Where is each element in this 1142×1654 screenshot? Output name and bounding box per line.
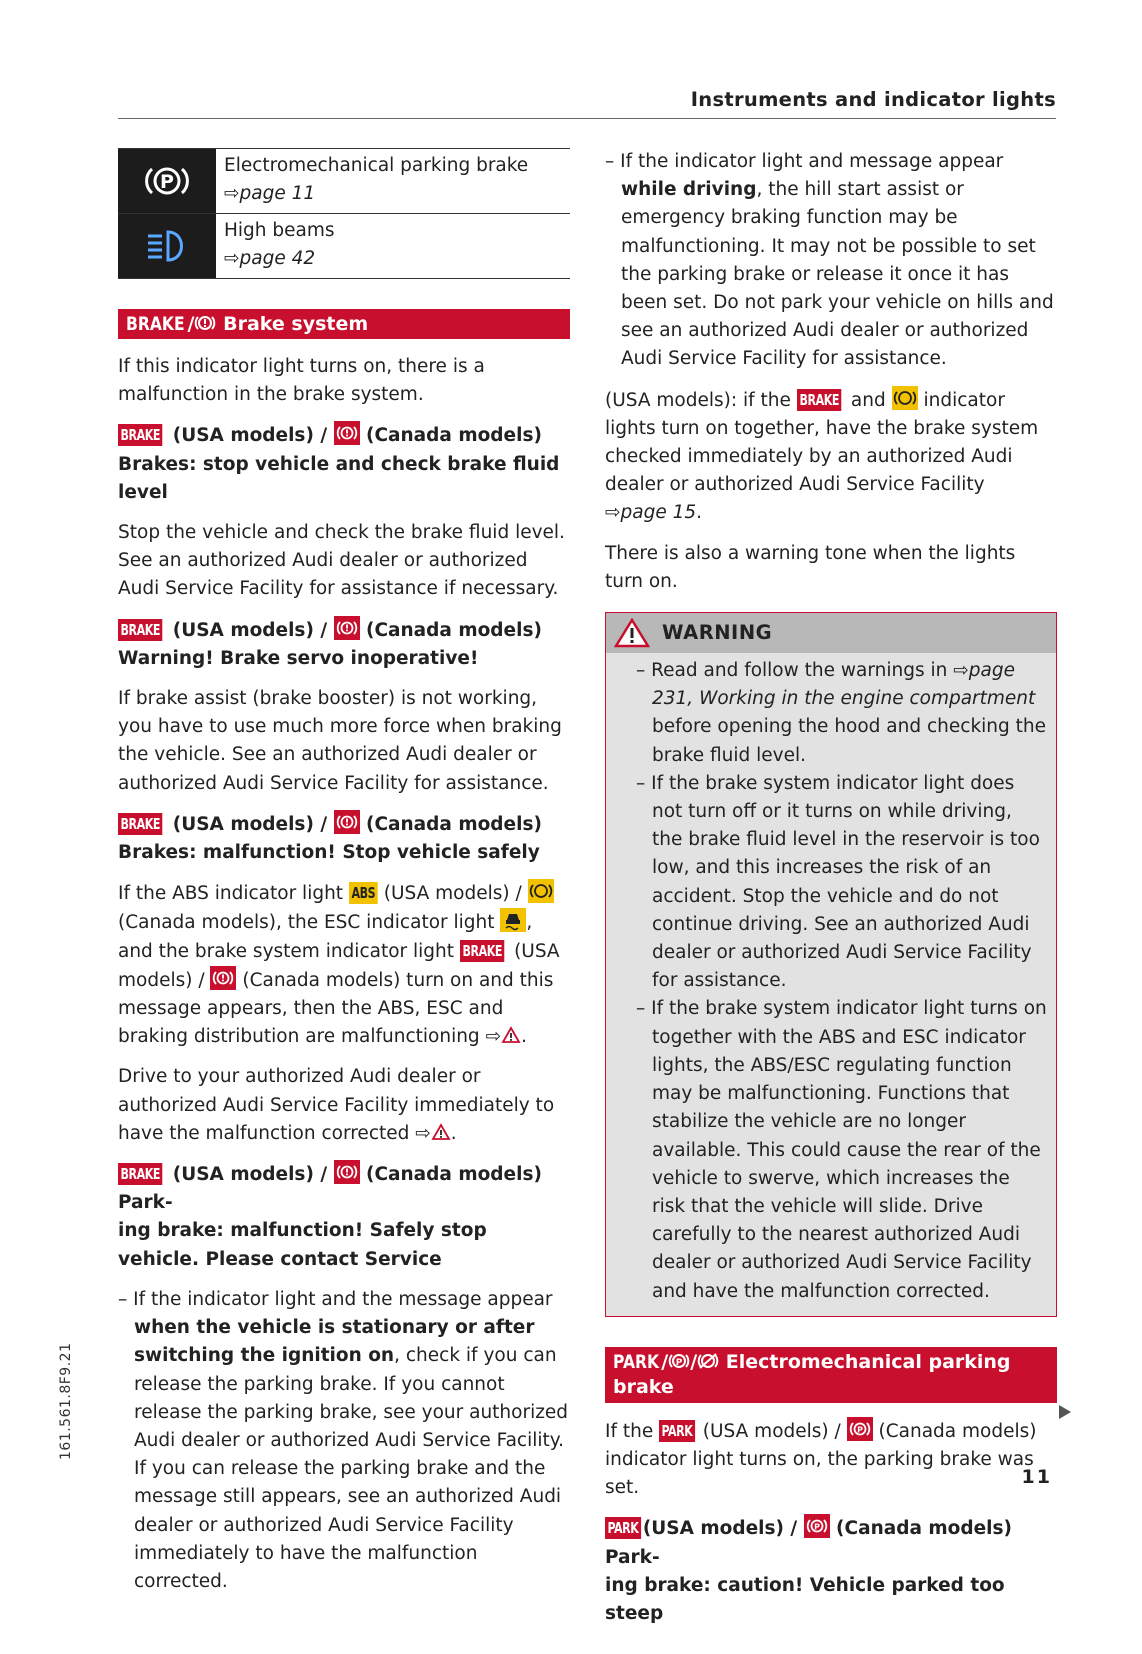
abs-canada-indicator-icon [528, 879, 554, 903]
parking-brake-icon [118, 149, 216, 213]
brake-warning-icon [210, 966, 236, 990]
park-indicator-icon: PARK [659, 1420, 695, 1442]
warning-triangle-icon[interactable] [501, 1026, 521, 1044]
parking-brake-icon [668, 1351, 690, 1373]
park-intro: If the PARK (USA models) / P (Canada models) indicator light turns on, the parking brake was set. [605, 1417, 1057, 1503]
list-item: – If the indicator light and the message appear when the vehicle is stationary or after switching the ignition on, check if you can release the parking brake. If you cannot release the parking brake, see your authorized Audi dealer or authorized Audi Service Facility. If you can release the parking brake and the message still appears, see an authorized Audi dealer or authorized Audi Service Facility immediately to have the malfunction corrected. [118, 1288, 569, 1592]
header-rule [118, 118, 1056, 119]
message-body: If brake assist (brake booster) is not working, you have to use much more force when braking the vehicle. See an authorized Audi dealer or authorized Audi Service Facility for assistance. [118, 688, 562, 794]
svg-text:P: P [813, 1522, 820, 1532]
brake-indicator-icon: BRAKE [118, 1163, 163, 1185]
message-body: If the ABS indicator light ABS (USA models) / (Canada models), the ESC indicator light , and the brake system indicator light BRAKE (USA models) / (Canada models) turn on and this message appears, then the ABS, ESC and braking distribution are malfunctioning ⇨ . [118, 879, 570, 1051]
park-indicator-icon: PARK [605, 1517, 641, 1539]
table-row-label: High beams [224, 220, 335, 241]
list-item: – If the brake system indicator light turns on together with the ABS and ESC indicator lights, the ABS/ESC regulating function may be malfunctioning. Functions that stabilize the vehicle are no longer available. This could cause the rear of the vehicle to swerve, which increases the risk that the vehicle will slide. Drive carefully to the nearest authorized Audi dealer or authorized Audi Service Facility and have the malfunction corrected. [636, 998, 1047, 1302]
left-column [118, 148, 570, 1608]
table-row [118, 149, 570, 213]
warning-header [606, 613, 1056, 653]
warning-tone-note: There is also a warning tone when the lights turn on. [605, 542, 1016, 592]
abs-canada-indicator-icon [892, 386, 918, 410]
list-item: – If the indicator light and message appear while driving, the hill start assist or emergency braking function may be malfunctioning. It may not be possible to set the parking brake or release it once it has been set. Do not park your vehicle on hills and see an authorized Audi dealer or authorized Audi Service Facility for assistance. [605, 151, 1054, 370]
brake-system-heading: BRAKE / Brake system [118, 309, 570, 339]
brake-warning-icon [334, 616, 360, 640]
brake-indicator-icon: BRAKE [118, 813, 163, 835]
document-code: 161.561.8F9.21 [58, 1342, 74, 1460]
abs-indicator-icon: ABS [349, 882, 378, 904]
message-heading: BRAKE (USA models) / (Canada models) Brakes: stop vehicle and check brake fluid level [118, 421, 570, 507]
warning-triangle-icon [614, 618, 650, 648]
usa-note: (USA models): if the BRAKE and indicator lights turn on together, have the brake system checked immediately by an authorized Audi dealer or authorized Audi Service Facility ⇨page 15. [605, 386, 1057, 528]
table-row [118, 213, 570, 278]
park-indicator-text: PARK [613, 1350, 660, 1373]
message-heading: BRAKE (USA models) / (Canada models) Warning! Brake servo inoperative! [118, 616, 570, 673]
brake-indicator-icon: BRAKE [460, 940, 505, 962]
parking-brake-canada-icon [804, 1514, 830, 1538]
svg-text:P: P [675, 1357, 683, 1368]
page-header-title: Instruments and indicator lights [690, 88, 1056, 111]
message-body: Drive to your authorized Audi dealer or authorized Audi Service Facility immediately to have the malfunction corrected ⇨ . [118, 1066, 555, 1144]
table-row-label: Electromechanical parking brake [224, 155, 529, 176]
brake-intro: If this indicator light turns on, there is a malfunction in the brake system. [118, 356, 485, 406]
parking-brake-fault-icon [697, 1351, 719, 1373]
list-item: – If the brake system indicator light does not turn off or it turns on while driving, the brake fluid level in the reservoir is too low, and this increases the risk of an accident. Stop the vehicle and do not continue driving. See an authorized Audi dealer or authorized Audi Service Facility for assistance. [636, 772, 1040, 992]
parking-brake-canada-icon [847, 1417, 873, 1441]
message-body: Stop the vehicle and check the brake fluid level. See an authorized Audi dealer or authorized Audi Service Facility for assistance if necessary. [118, 522, 565, 600]
list-item: – Read and follow the warnings in ⇨page 231, Working in the engine compartment before opening the hood and checking the brake fluid level. [636, 660, 1047, 766]
page-number: 11 [1021, 1466, 1052, 1488]
svg-text:P: P [160, 171, 174, 193]
esc-indicator-icon [500, 908, 526, 932]
indicator-reference-table [118, 148, 570, 279]
brake-indicator-icon: BRAKE [118, 424, 163, 446]
high-beam-icon [118, 214, 216, 278]
svg-text:P: P [856, 1425, 863, 1435]
warning-title: WARNING [662, 620, 773, 644]
page-reference-link[interactable]: ⇨page 11 [224, 183, 316, 204]
continue-arrow-icon [1058, 1404, 1072, 1420]
page-reference-link[interactable]: ⇨page 15 [605, 502, 697, 524]
brake-indicator-text: BRAKE [126, 313, 185, 335]
page-reference-link[interactable]: ⇨page 231, Working in the engine compartment [652, 660, 1036, 710]
brake-indicator-icon: BRAKE [797, 389, 842, 411]
warning-box [605, 612, 1057, 1317]
brake-warning-icon [194, 313, 216, 335]
brake-warning-icon [334, 1160, 360, 1184]
brake-warning-icon [334, 810, 360, 834]
message-heading: BRAKE (USA models) / (Canada models) Brakes: malfunction! Stop vehicle safely [118, 810, 570, 867]
brake-warning-icon [334, 421, 360, 445]
message-heading: BRAKE (USA models) / (Canada models) Park- ing brake: malfunction! Safely stop vehicle. Please contact Service [118, 1160, 570, 1274]
warning-triangle-icon[interactable] [431, 1123, 451, 1141]
parking-brake-heading: PARK / P / Electromechanical parking brake [605, 1347, 1057, 1403]
page-reference-link[interactable]: ⇨page 42 [224, 248, 316, 269]
brake-indicator-icon: BRAKE [118, 619, 163, 641]
right-column [605, 148, 1057, 1640]
message-heading: PARK (USA models) / P (Canada models) Park- ing brake: caution! Vehicle parked too steep [605, 1514, 1057, 1628]
